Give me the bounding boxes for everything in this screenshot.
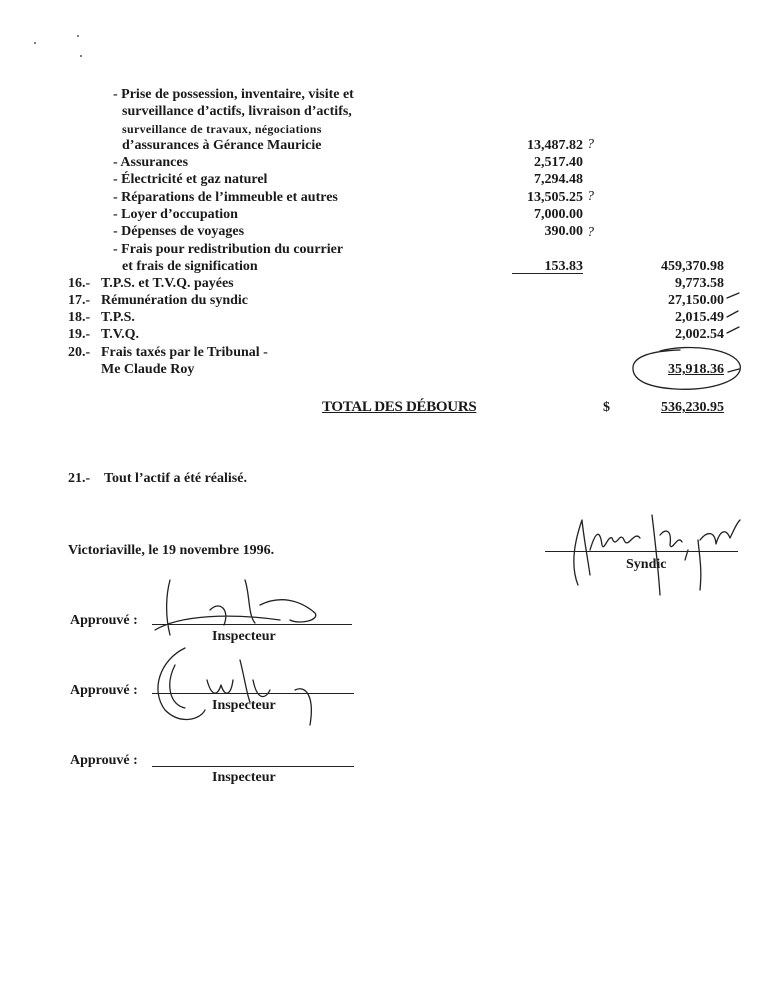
item-label: - Prise de possession, inventaire, visite et xyxy=(113,87,354,102)
entry-number: 19.- xyxy=(68,327,91,342)
item-label: - Électricité et gaz naturel xyxy=(113,172,268,187)
total-label: TOTAL DES DÉBOURS xyxy=(322,399,477,415)
inspector-signature-2 xyxy=(145,640,325,730)
approval-role: Inspecteur xyxy=(212,629,276,644)
entry-label: Frais taxés par le Tribunal - xyxy=(101,345,268,360)
entry-number: 18.- xyxy=(68,310,91,325)
entry-amount: 2,015.49 xyxy=(675,310,724,325)
entry-amount: 2,002.54 xyxy=(675,327,724,342)
entry-number: 16.- xyxy=(68,276,91,291)
approval-signature-line xyxy=(152,766,354,767)
entry-number: 17.- xyxy=(68,293,91,308)
entry-label: Me Claude Roy xyxy=(101,362,195,377)
entry-amount: 35,918.36 xyxy=(668,362,724,377)
syndic-label: Syndic xyxy=(626,557,667,572)
note-number: 21.- xyxy=(68,471,91,486)
approval-role: Inspecteur xyxy=(212,770,276,785)
item-label: et frais de signification xyxy=(122,259,258,274)
approval-label: Approuvé : xyxy=(70,683,138,698)
item-amount: 13,505.25 xyxy=(527,190,583,205)
entry-amount: 27,150.00 xyxy=(668,293,724,308)
place-date: Victoriaville, le 19 novembre 1996. xyxy=(68,543,275,558)
item-amount: 13,487.82 xyxy=(527,138,583,153)
item-label: - Loyer d’occupation xyxy=(113,207,238,222)
handwritten-mark: ? xyxy=(587,225,594,240)
item-label: surveillance d’actifs, livraison d’actifs, xyxy=(122,104,352,119)
entry-label: T.V.Q. xyxy=(101,327,139,342)
total-currency: $ xyxy=(603,400,610,415)
handwritten-mark: ? xyxy=(587,189,594,204)
item-amount: 153.83 xyxy=(544,259,583,274)
item-amount: 390.00 xyxy=(544,224,583,239)
item-amount: 7,000.00 xyxy=(534,207,583,222)
approval-role: Inspecteur xyxy=(212,698,276,713)
item-label: - Frais pour redistribution du courrier xyxy=(113,242,344,257)
entry-label: T.P.S. xyxy=(101,310,135,325)
item-label: - Réparations de l’immeuble et autres xyxy=(113,190,338,205)
approval-label: Approuvé : xyxy=(70,613,138,628)
items-subtotal: 459,370.98 xyxy=(661,259,724,274)
total-amount: 536,230.95 xyxy=(661,400,724,415)
entry-number: 20.- xyxy=(68,345,91,360)
entry-label: Rémunération du syndic xyxy=(101,293,249,308)
note-text: Tout l’actif a été réalisé. xyxy=(104,471,247,486)
approval-label: Approuvé : xyxy=(70,753,138,768)
item-label: - Dépenses de voyages xyxy=(113,224,245,239)
item-amount: 7,294.48 xyxy=(534,172,583,187)
item-amount: 2,517.40 xyxy=(534,155,583,170)
item-label: - Assurances xyxy=(113,155,189,170)
item-label: surveillance de travaux, négociations xyxy=(122,122,322,136)
entry-label: T.P.S. et T.V.Q. payées xyxy=(101,276,234,291)
scan-speck xyxy=(80,55,82,57)
item-label: d’assurances à Gérance Mauricie xyxy=(122,138,322,153)
scan-speck xyxy=(34,42,36,44)
scan-speck xyxy=(77,35,79,37)
entry-amount: 9,773.58 xyxy=(675,276,724,291)
syndic-signature xyxy=(560,490,750,600)
circled-amount xyxy=(630,345,745,395)
handwritten-mark: ? xyxy=(587,137,594,152)
